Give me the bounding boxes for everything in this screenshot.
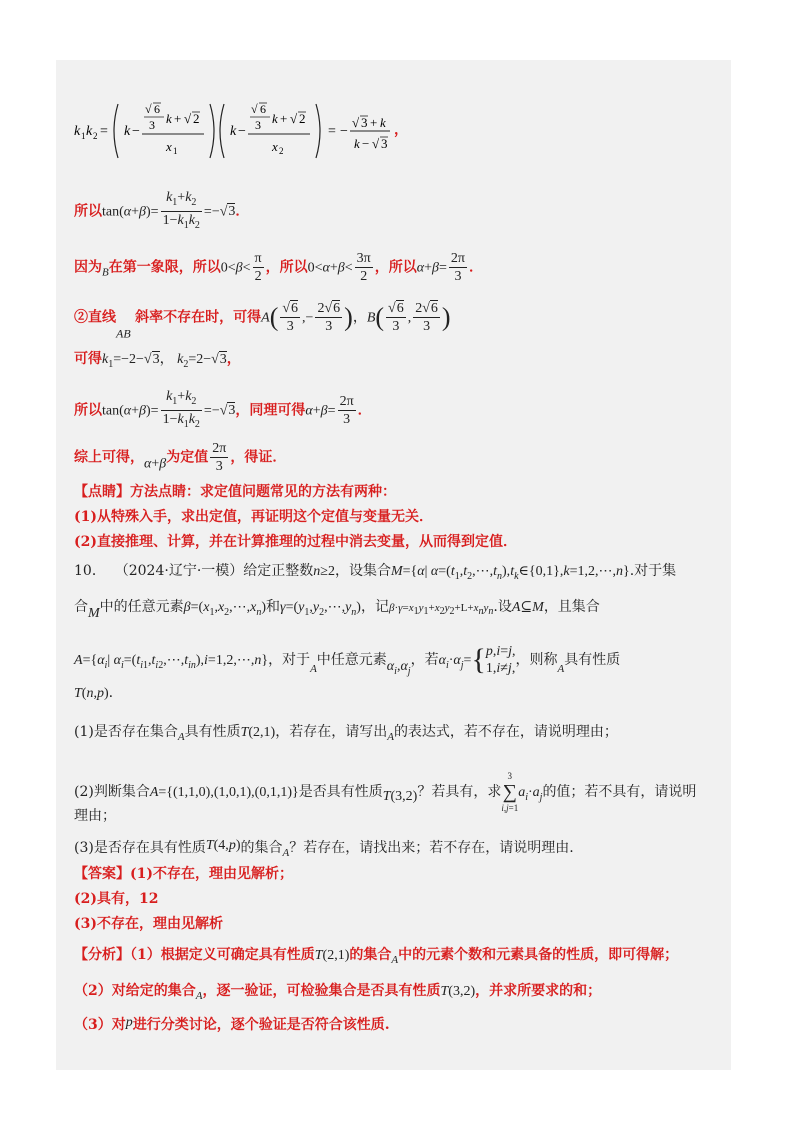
analysis-text: 的集合 xyxy=(349,947,392,963)
svg-text:k: k xyxy=(86,124,93,139)
svg-text:√: √ xyxy=(184,111,192,126)
text-line-case2: ②直线 xyxy=(74,309,116,326)
svg-text:6: 6 xyxy=(260,102,266,116)
q10-sub2-text: 是否具有性质 xyxy=(298,784,383,800)
text-suoyi: 所以 xyxy=(74,203,102,220)
svg-text:√: √ xyxy=(352,115,360,130)
q10-sub2-text: (2)判断集合 xyxy=(74,784,150,800)
text-kede: 可得 xyxy=(74,351,102,367)
q10-text: 中任意元素 xyxy=(316,652,387,668)
svg-text:√: √ xyxy=(251,102,258,116)
question-10-line-1: 10． （2024·辽宁·一模）给定正整数n≥2，设集合M={α| $\alpha=(t_1,t_2,\cdots,t_n),t_k\in\{0,1\},k=1,2,\cdots,n$}.对于集 xyxy=(74,563,677,582)
sub-question-1: (1)是否存在集合$_A$具有性质T(2,1)，若存在，请写出$_A$的表达式，若不存在，请说明理由； xyxy=(74,724,618,743)
q10-text: ，若 xyxy=(410,652,439,668)
svg-text:6: 6 xyxy=(154,102,160,116)
comma: ， xyxy=(226,351,241,367)
analysis-text: （2）对给定的集合 xyxy=(74,983,196,999)
answer-3: (3)不存在，理由见解析 xyxy=(74,916,223,932)
svg-text:√: √ xyxy=(290,111,298,126)
period: ． xyxy=(357,402,372,419)
q10-sub1-text: (1)是否存在集合 xyxy=(74,724,178,740)
svg-text:√: √ xyxy=(145,102,152,116)
analysis-text: 【分析】（1）根据定义可确定具有性质 xyxy=(74,947,315,963)
q10-text: ，对于 xyxy=(268,652,311,668)
line-tan-sum-2: 所以tan(α+β)= $\frac{k_1+k_2}{1-k_1k_2}$ =−√3，同理可得α+β= $\frac{2\pi}{3}$ ． xyxy=(74,389,372,430)
text-dingzhi: 为定值 xyxy=(166,449,209,466)
question-number: 10． xyxy=(74,563,106,579)
q10-sub1-text: ，若存在，请写出 xyxy=(275,724,388,740)
question-10-line-2: 合M中的任意元素$\beta=(x_1,x_2,\cdots,x_n)$和$\gamma=(y_1,y_2,\cdots,y_n)$，记β·γ=x1y1+x2y2+L+xnyn.设A⊆M，且集合 xyxy=(74,599,600,621)
q10-text: 和 xyxy=(266,599,281,615)
q10-text: .对于集 xyxy=(629,563,677,579)
analysis-text: ，逐一验证，可检验集合是否具有性质 xyxy=(202,983,441,999)
period: ． xyxy=(468,259,483,276)
svg-text:3: 3 xyxy=(255,118,261,132)
analysis-text: （3）对 xyxy=(74,1017,126,1033)
q10-text: ，设集合 xyxy=(334,563,391,579)
q10-text: ，记 xyxy=(360,599,389,615)
svg-text:−: − xyxy=(238,124,246,139)
line-tan-sum-1: 所以tan(α+β)= $\frac{k_1+k_2}{1-k_1k_2}$ =−√3． xyxy=(74,190,250,231)
svg-text:=: = xyxy=(100,124,108,139)
svg-text:x: x xyxy=(272,139,278,154)
svg-text:−: − xyxy=(362,136,370,151)
period: ． xyxy=(235,203,250,220)
tip-heading: 【点睛】方法点睛：求定值问题常见的方法有两种： xyxy=(74,484,396,500)
answer-1: 【答案】(1)不存在，理由见解析； xyxy=(74,866,293,882)
svg-text:−: − xyxy=(340,124,348,139)
svg-text:2: 2 xyxy=(279,146,284,156)
svg-text:3: 3 xyxy=(381,136,388,151)
q10-sub3-text: (3)是否存在具有性质 xyxy=(74,840,206,856)
svg-text:=: = xyxy=(328,124,336,139)
svg-text:3: 3 xyxy=(149,118,155,132)
svg-text:k: k xyxy=(124,124,131,139)
svg-text:3: 3 xyxy=(361,115,368,130)
svg-text:2: 2 xyxy=(193,111,200,126)
q10-text: ，则称 xyxy=(515,652,558,668)
k1k2-formula-svg xyxy=(74,98,394,162)
analysis-3: （3）对p进行分类讨论，逐个验证是否符合该性质. xyxy=(74,1015,390,1033)
svg-text:+: + xyxy=(280,111,288,126)
q10-text: 合 xyxy=(74,599,88,615)
svg-text:x: x xyxy=(166,139,172,154)
q10-sub1-text: 的表达式，若不存在，请说明理由； xyxy=(393,724,618,740)
sub-question-2-cont: 理由； xyxy=(74,808,116,824)
text-suoyi-2: ，所以 xyxy=(265,259,308,276)
q10-sub3-text: ？若存在，请找出来；若不存在，请说明理由. xyxy=(289,840,574,856)
tip-method-1: (1)从特殊入手，求出定值，再证明这个定值与变量无关． xyxy=(74,509,433,525)
text-tongli: ，同理可得 xyxy=(235,402,306,419)
text-quadrant: 在第一象限，所以 xyxy=(108,259,221,276)
svg-text:k: k xyxy=(166,111,172,126)
question-10-line-3: $A=\{\alpha_i|$ $\alpha_i=(t_{i1},t_{i2},\cdots,t_{in}),i=1,2,\cdots,n$}，对于$_A$中任意元素$\alpha_i,\alpha_j$，若$\alpha_i\cdot\alpha_j=${ p,i=j, 1,i≠j, ，则称$_A$具有性质 xyxy=(74,643,621,677)
sub-question-3: (3)是否存在具有性质T(4,p)的集合$_A$？若存在，请找出来；若不存在，请说明理由. xyxy=(74,838,574,859)
question-10-line-4: T(n,p). xyxy=(74,685,114,701)
svg-text:√: √ xyxy=(372,136,380,151)
q10-sub2-text: 的值；若不具有，请说明 xyxy=(542,784,697,800)
q10-text: ，且集合 xyxy=(543,599,600,615)
line-conclusion: 综上可得，α+β为定值 $\frac{2\pi}{3}$ ，得证． xyxy=(74,441,287,474)
text-suoyi: 所以 xyxy=(74,402,102,419)
analysis-1: 【分析】（1）根据定义可确定具有性质T(2,1)的集合$_A$中的元素个数和元素具备的性质，即可得解； xyxy=(74,947,679,966)
text-slope-undefined: 斜率不存在时，可得 xyxy=(135,309,262,326)
svg-text:+: + xyxy=(370,115,378,130)
svg-text:2: 2 xyxy=(299,111,306,126)
svg-text:k: k xyxy=(230,124,237,139)
svg-text:k: k xyxy=(354,136,360,151)
sub-question-2: (2)判断集合A={(1,1,0),(1,0,1),(0,1,1)}是否具有性质T(3,2)？若具有，求 3 ∑ i,j=1 $a_i\cdot a_j$的值；若不具有，请说明 xyxy=(74,771,697,813)
comma: ， xyxy=(394,122,408,138)
tip-method-2: (2)直接推理、计算，并在计算推理的过程中消去变量，从而得到定值． xyxy=(74,534,517,550)
text-yinwei: 因为 xyxy=(74,259,102,276)
line-k-values: 可得$k_1=-2-√3$， $k_2=2-√3$， xyxy=(74,351,241,370)
line-quadrant: 因为$_B$在第一象限，所以0<β< $\frac{\pi}{2}$ ，所以0<α+β< $\frac{3\pi}{2}$ ，所以α+β= $\frac{2\pi}{3}$ ． xyxy=(74,251,483,284)
analysis-2: （2）对给定的集合$_A$，逐一验证，可检验集合是否具有性质T(3,2)，并求所要求的和； xyxy=(74,983,602,1002)
svg-text:k: k xyxy=(272,111,278,126)
q10-text: 具有性质 xyxy=(564,652,621,668)
svg-text:1: 1 xyxy=(173,146,178,156)
analysis-text: 中的元素个数和元素具备的性质，即可得解； xyxy=(398,947,679,963)
question-source: （2024·辽宁·一模）给定正整数 xyxy=(114,563,314,579)
svg-text:+: + xyxy=(174,111,182,126)
svg-text:k: k xyxy=(74,124,81,139)
formula-k1k2 xyxy=(74,98,408,162)
svg-text:1: 1 xyxy=(81,131,86,141)
analysis-text: ，并求所要求的和； xyxy=(475,983,602,999)
answer-2: (2)具有，12 xyxy=(74,891,159,907)
q10-sub3-text: 的集合 xyxy=(240,840,283,856)
analysis-text: 进行分类讨论，逐个验证是否符合该性质. xyxy=(132,1017,390,1033)
q10-text: .设 xyxy=(493,599,512,615)
q10-sub2-text: ？若具有，求 xyxy=(417,784,502,800)
q10-sub1-text: 具有性质 xyxy=(184,724,241,740)
text-suoyi-3: ，所以 xyxy=(374,259,417,276)
q10-text: 中的任意元素 xyxy=(99,599,184,615)
text-zongshang: 综上可得， xyxy=(74,449,144,466)
text-dezheng: ，得证． xyxy=(230,449,287,466)
line-vertical-ab: ②直线AB 斜率不存在时，可得A( $\frac{√6}{3}$ ,− $\frac{2√6}{3}$ )，B( $\frac{√6}{3}$ , $\frac{2√6}{3}$ ) xyxy=(74,301,451,341)
svg-text:−: − xyxy=(132,124,140,139)
svg-text:k: k xyxy=(380,115,386,130)
svg-text:2: 2 xyxy=(93,131,98,141)
